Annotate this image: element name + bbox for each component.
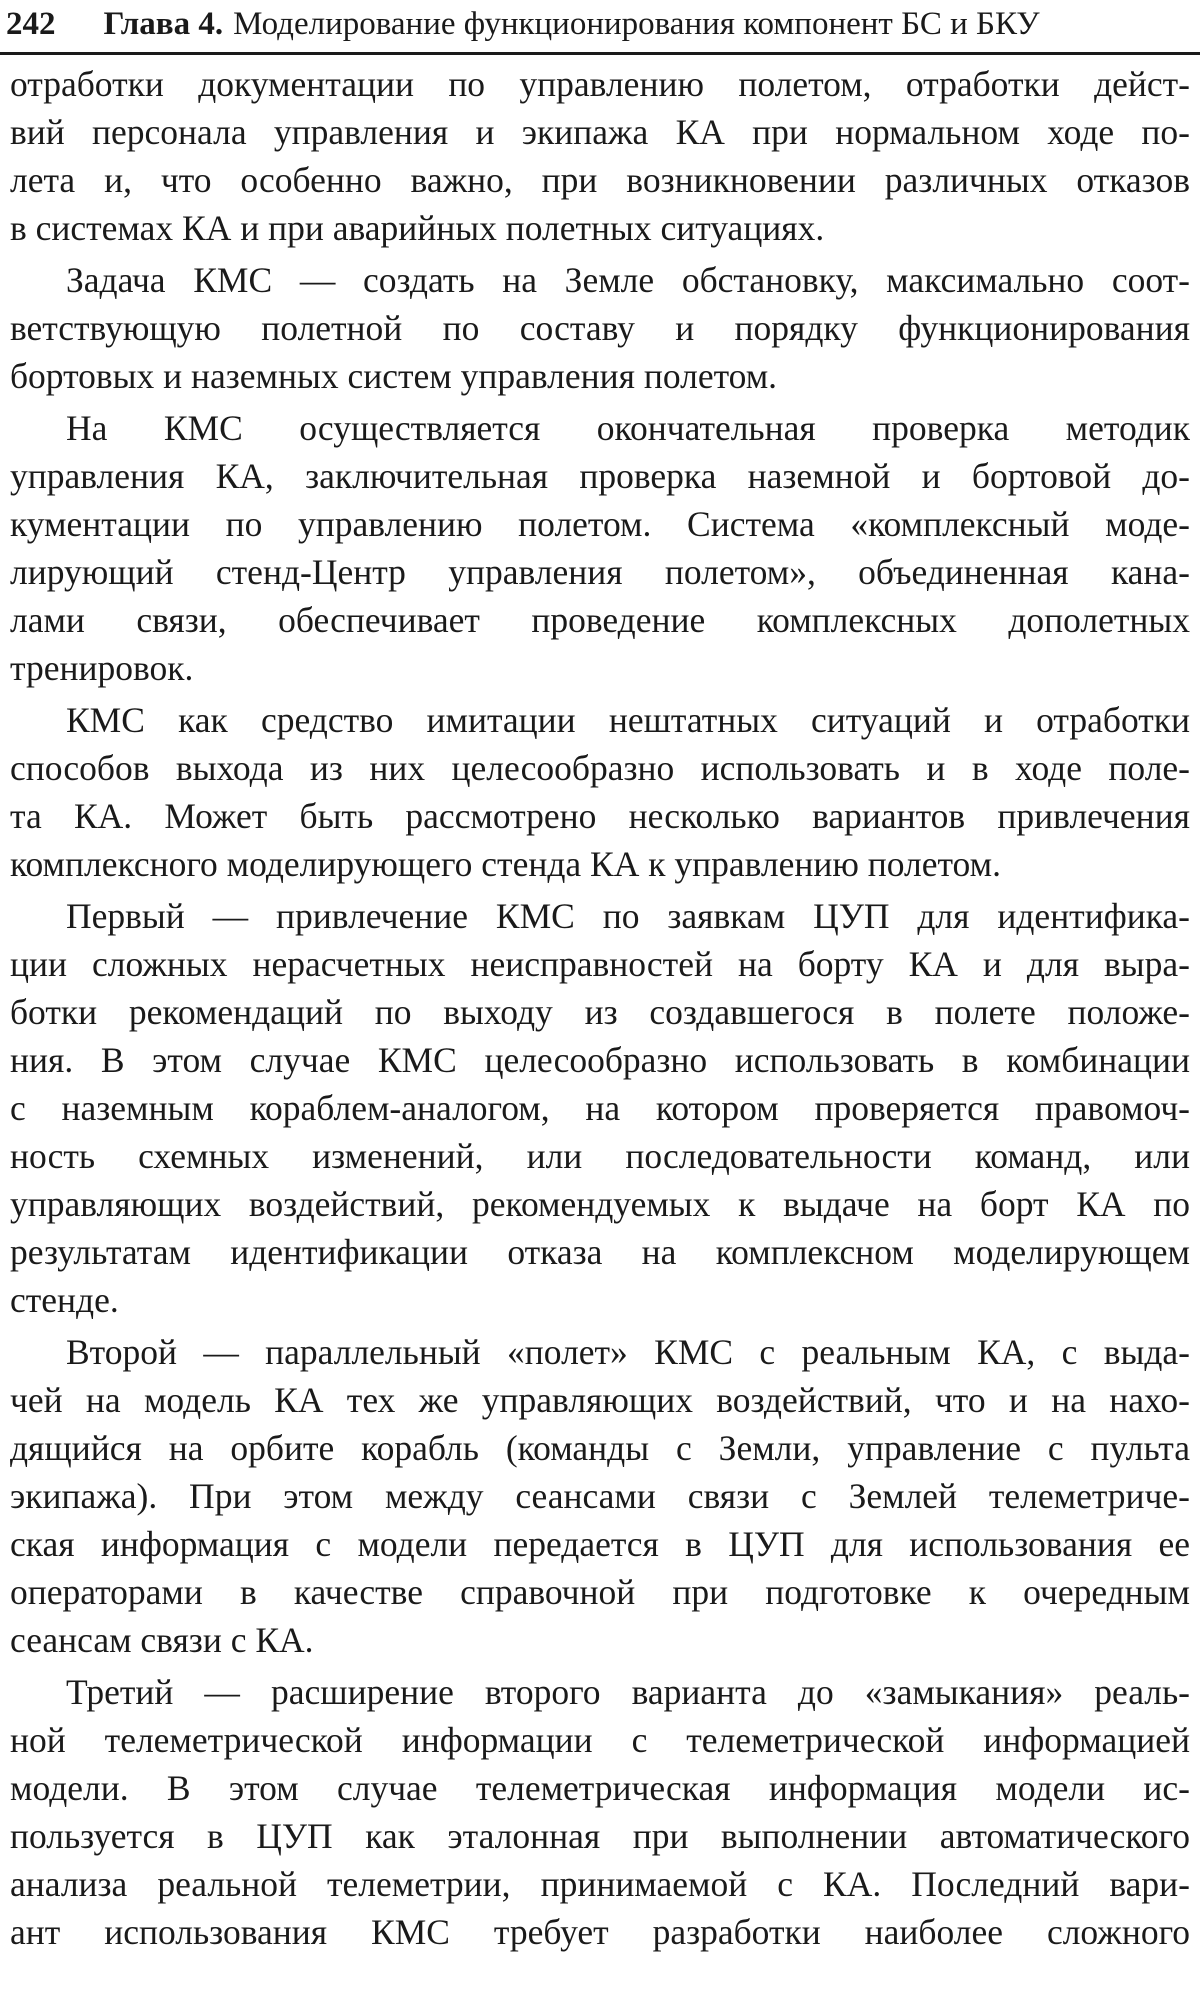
text-line: ская информация с модели передается в ЦУП для использования ее bbox=[10, 1524, 1190, 1564]
text-line: стенде. bbox=[10, 1280, 119, 1320]
text-line: результатам идентификации отказа на комплексном моделирующем bbox=[10, 1232, 1190, 1272]
running-header bbox=[6, 2, 1194, 46]
paragraph bbox=[10, 696, 1190, 888]
text-line: лами связи, обеспечивает проведение комплексных дополетных bbox=[10, 600, 1190, 640]
text-line: анализа реальной телеметрии, принимаемой с КА. Последний вари- bbox=[10, 1864, 1190, 1904]
text-line: ветствующую полетной по составу и порядку функционирования bbox=[10, 308, 1190, 348]
text-line: ность схемных изменений, или последовательности команд, или bbox=[10, 1136, 1190, 1176]
text-line: дящийся на орбите корабль (команды с Земли, управление с пульта bbox=[10, 1428, 1190, 1468]
paragraph bbox=[10, 256, 1190, 400]
text-line: Третий — расширение второго варианта до «замыкания» реаль- bbox=[66, 1672, 1190, 1712]
text-line: ботки рекомендаций по выходу из создавшегося в полете положе- bbox=[10, 992, 1190, 1032]
text-line: бортовых и наземных систем управления полетом. bbox=[10, 356, 778, 396]
text-line: сеансам связи с КА. bbox=[10, 1620, 314, 1660]
text-line: лирующий стенд-Центр управления полетом», объединенная кана- bbox=[10, 552, 1190, 592]
body-text bbox=[10, 60, 1190, 1956]
paragraph bbox=[10, 1328, 1190, 1664]
text-line: операторами в качестве справочной при подготовке к очередным bbox=[10, 1572, 1190, 1612]
text-line: модели. В этом случае телеметрическая информация модели ис- bbox=[10, 1768, 1190, 1808]
text-line: управляющих воздействий, рекомендуемых к выдаче на борт КА по bbox=[10, 1184, 1190, 1224]
text-line: кументации по управлению полетом. Система «комплексный моде- bbox=[10, 504, 1190, 544]
text-line: КМС как средство имитации нештатных ситуаций и отработки bbox=[66, 700, 1190, 740]
text-line: комплексного моделирующего стенда КА к управлению полетом. bbox=[10, 844, 1001, 884]
chapter-label: Глава 4. bbox=[103, 5, 224, 42]
text-line: чей на модель КА тех же управляющих воздействий, что и на нахо- bbox=[10, 1380, 1190, 1420]
text-line: экипажа). При этом между сеансами связи с Землей телеметриче- bbox=[10, 1476, 1190, 1516]
text-line: отработки документации по управлению полетом, отработки дейст- bbox=[10, 64, 1190, 104]
paragraph bbox=[10, 1668, 1190, 1956]
paragraph bbox=[10, 892, 1190, 1324]
text-line: пользуется в ЦУП как эталонная при выполнении автоматического bbox=[10, 1816, 1190, 1856]
page-number: 242 bbox=[6, 5, 56, 42]
text-line: ант использования КМС требует разработки наиболее сложного bbox=[10, 1912, 1190, 1952]
header-rule bbox=[0, 52, 1200, 55]
text-line: в системах КА и при аварийных полетных ситуациях. bbox=[10, 208, 825, 248]
text-line: ной телеметрической информации с телеметрической информацией bbox=[10, 1720, 1190, 1760]
chapter-title: Моделирование функционирования компонент БС и БКУ bbox=[233, 5, 1040, 42]
paragraph bbox=[10, 404, 1190, 692]
text-line: управления КА, заключительная проверка наземной и бортовой до- bbox=[10, 456, 1190, 496]
text-line: Второй — параллельный «полет» КМС с реальным КА, с выда- bbox=[66, 1332, 1190, 1372]
text-line: тренировок. bbox=[10, 648, 194, 688]
text-line: та КА. Может быть рассмотрено несколько вариантов привлечения bbox=[10, 796, 1190, 836]
paragraph bbox=[10, 60, 1190, 252]
text-line: На КМС осуществляется окончательная проверка методик bbox=[66, 408, 1190, 448]
text-line: с наземным кораблем-аналогом, на котором проверяется правомоч- bbox=[10, 1088, 1190, 1128]
text-line: Задача КМС — создать на Земле обстановку, максимально соот- bbox=[66, 260, 1190, 300]
text-line: ния. В этом случае КМС целесообразно использовать в комбинации bbox=[10, 1040, 1190, 1080]
text-line: Первый — привлечение КМС по заявкам ЦУП для идентифика- bbox=[66, 896, 1190, 936]
text-line: ции сложных нерасчетных неисправностей на борту КА и для выра- bbox=[10, 944, 1190, 984]
text-line: вий персонала управления и экипажа КА при нормальном ходе по- bbox=[10, 112, 1190, 152]
text-line: лета и, что особенно важно, при возникновении различных отказов bbox=[10, 160, 1190, 200]
text-line: способов выхода из них целесообразно использовать и в ходе поле- bbox=[10, 748, 1190, 788]
